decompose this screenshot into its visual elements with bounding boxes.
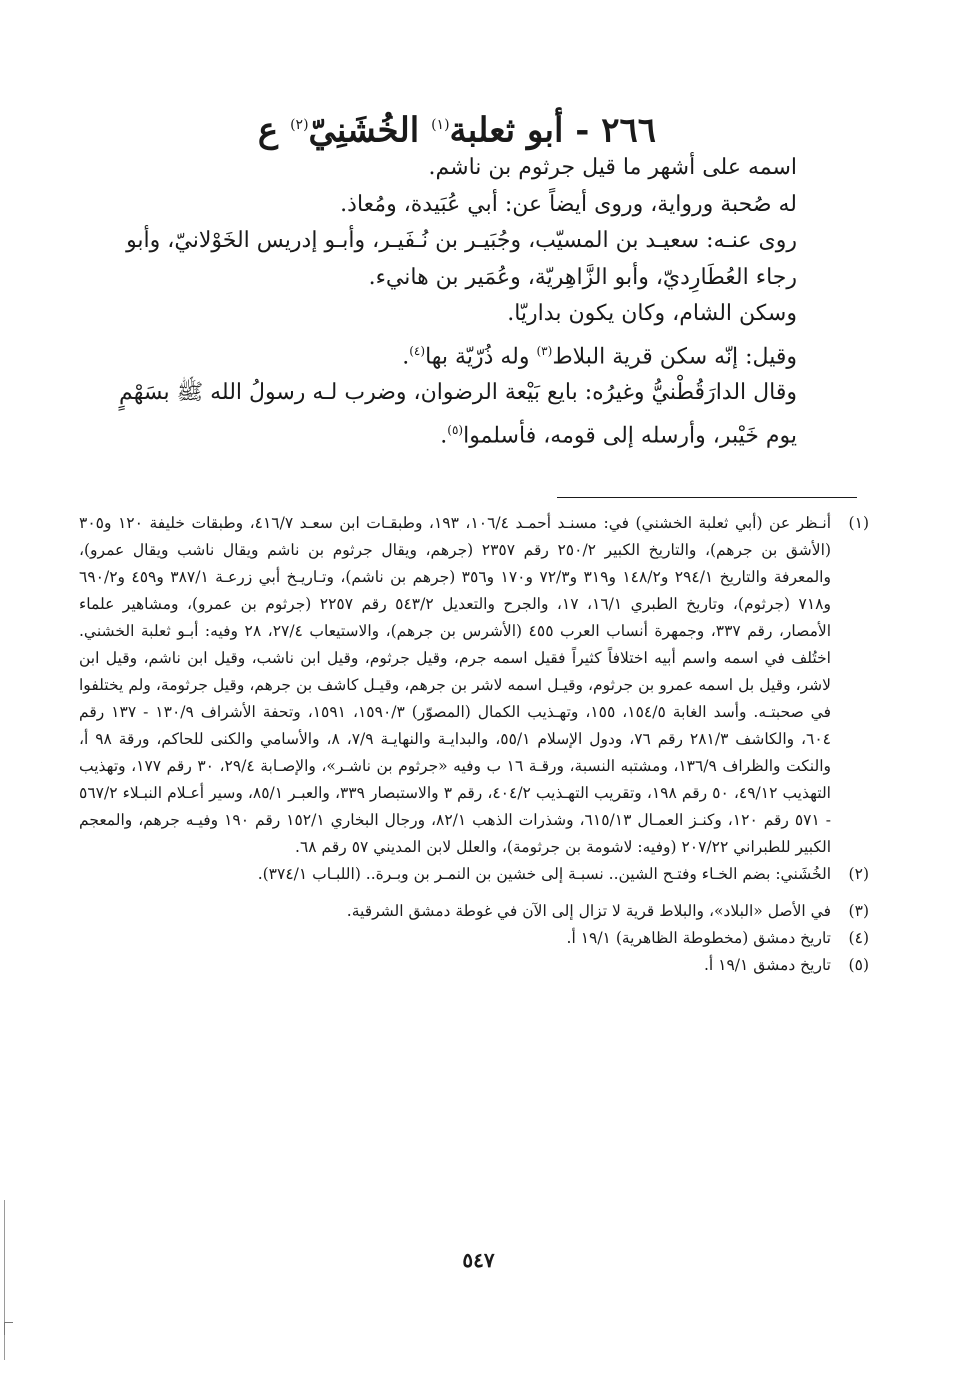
footnote-number: (٥) [848, 956, 869, 974]
footnote-ref-4: (٤) [409, 343, 426, 358]
footnote-1 [79, 510, 869, 861]
footnote-ref-1: (١) [431, 117, 450, 133]
footnote-3 [79, 898, 869, 925]
entry-number: ٢٦٦ [601, 110, 657, 151]
body-text-span: وقيل: إنّه سكن قرية البلاط [552, 343, 797, 369]
entry-body [97, 150, 857, 455]
footnote-number: (٤) [848, 929, 869, 947]
entry-name: أبو ثعلبة [449, 110, 564, 151]
footnote-ref-3: (٣) [536, 343, 553, 358]
footnote-text: الخُشَني: بضم الخـاء وفتـح الشين.. نسبـة إلى خشين بن النمـر بن وبـرة.. (اللبـاب ٣٧٤/١). [257, 865, 831, 883]
entry-heading [247, 100, 667, 155]
scan-margin-mark [4, 1322, 13, 1335]
body-text-span: . [402, 343, 410, 369]
footnote-number: (٣) [848, 902, 869, 920]
footnote-gap [79, 888, 869, 898]
footnote-ref-5: (٥) [447, 422, 464, 437]
footnote-text: أنـظر عن (أبي ثعلبة الخشني) في: مسنـد أحمـد ١٠٦/٤، ١٩٣، وطبقـات ابن سعـد ٤١٦/٧، وطبقات خليفة ١٢٠ و٣٠٥ (الأشق بن جرهم)، والتاريخ الكبير ٢٥٠/٢ رقم ٢٣٥٧ (جرهم، ويقال جرثوم بن ناشم ويقال ناشب ويقال عمرو)، والمعرفة والتاريخ ٢٩٤/١ و١٤٨/٢ و٣١٩ و٧٢/٣ و١٧٠ و٣٥٦ (جرهم بن ناشم)، وتـاريـخ أبي زرعـة ٣٨٧/١ و٤٥٩ و٦٩٠/٢ و٧١٨ (جرثوم)، وتاريخ الطبري ١٦/١، ١٧، والجرح والتعديل ٥٤٣/٢ رقم ٢٢٥٧ (جرثوم بن عمرو)، ومشاهير علماء الأمصار، رقم ٣٣٧، وجمهرة أنساب العرب ٤٥٥ (الأشرس بن جرهم)، والاستيعاب ٢٧/٤، ٢٨ وفيه: أبـو ثعلبة الخشني. اختُلف في اسمه واسم أبيه اختلافاً كثيراً فقيل اسمه جرم، وقيل جرثوم، وقيل ابن ناشب، وقيل ابن ناشم، وقيل ابن لاشر، وقيل بل اسمه عمرو بن جرثوم، وقيـل اسمه لاشر بن جرهم، وقيـل كاشف بن جرهم، وقيل جرثومة، ولم يختلفوا في صحبتـه. وأسد الغابة ١٥٤/٥، ١٥٥، وتهـذيب الكمال (المصوّر) ١٥٩٠/٣، ١٥٩١، وتحفة الأشراف ١٣٠/٩ - ١٣٧ رقم ٦٠٤، والكاشف ٢٨١/٣ رقم ٧٦، ودول الإسلام ٥٥/١، والبدايـة والنهايـة ٧/٩، ٨، والأسامي والكنى للحاكم، ورقة ٩٨ أ، والنكت والظراف ١٣٦/٩، ومشتبه النسبة، ورقـة ١٦ ب وفيه «جرثوم بن ناشـر»، والإصـابة ٢٩/٤، ٣٠ رقم ١٧٧، وتهذيب التهذيب ٤٩/١٢، ٥٠ رقم ١٩٨، وتقريب التهـذيب ٤٠٤/٢، رقم ٣ والاستبصار ٣٣٩، والعبـر ٨٥/١، وسير أعـلام النبـلاء ٥٦٧/٢ - ٥٧١ رقم ١٢٠، وكنـز العمـال ٦١٥/١٣، وشذرات الذهب ٨٢/١، ورجال البخاري ١٥٢/١ رقم ١٩٠ وفيـه جرهم، والمعجم الكبير للطبراني ٢٠٧/٢٢ (وفيه: لاشومة بن جرثومة)، والعلل لابن المديني ٥٧ رقم ٦٨. [79, 514, 832, 856]
footnote-number: (٢) [848, 865, 869, 883]
body-line: اسمه على أشهر ما قيل جرثوم بن ناشم. [428, 155, 797, 180]
body-text-span: وقال الدارَقُطْنيُّ وغيرُه: بايع بَيْعة الرضوان، وضرب لـه رسولُ الله ﷺ بسَهْمٍ يوم خَيْبر، وأرسله إلى قومه، فأسلموا [119, 380, 797, 449]
footnote-ref-2: (٢) [290, 117, 309, 133]
footnote-5 [79, 952, 869, 979]
heading-separator: - [575, 110, 590, 151]
entry-symbol: ع [257, 110, 279, 151]
body-line [97, 375, 857, 454]
footnotes [79, 510, 869, 979]
body-text-span: . [440, 423, 448, 449]
body-line [97, 333, 857, 376]
entry-nisba: الخُشَنِيّ [308, 110, 420, 151]
footnote-number: (١) [848, 514, 869, 532]
footnote-2 [79, 861, 869, 888]
body-line: وسكن الشام، وكان يكون بداريّا. [507, 301, 797, 326]
footnote-divider [557, 497, 857, 498]
body-text-span: وله ذُرّيّة بها [425, 343, 537, 369]
page-number: ٥٤٧ [462, 1248, 495, 1272]
body-line: روى عنـه: سعيـد بن المسيّب، وجُبَيـر بن نُـفَيـر، وأبـو إدريس الخَوْلانيّ، وأبو رجاء العُطَارِديّ، وأبو الزَّاهِريّة، وعُمَير بن هانيء. [126, 228, 797, 290]
footnote-text: تاريخ دمشق (مخطوطة الظاهرية) ١٩/١ أ. [566, 929, 831, 947]
body-line: له صُحبة ورواية، وروى أيضاً عن: أبي عُبَيدة، ومُعاذ. [340, 191, 797, 217]
footnote-text: تاريخ دمشق ١٩/١ أ. [703, 956, 831, 974]
footnote-text: في الأصل «البلاد»، والبلاط قرية لا تزال إلى الآن في غوطة دمشق الشرقية. [346, 902, 831, 920]
footnote-4 [79, 925, 869, 952]
scan-margin-line [4, 1200, 5, 1360]
